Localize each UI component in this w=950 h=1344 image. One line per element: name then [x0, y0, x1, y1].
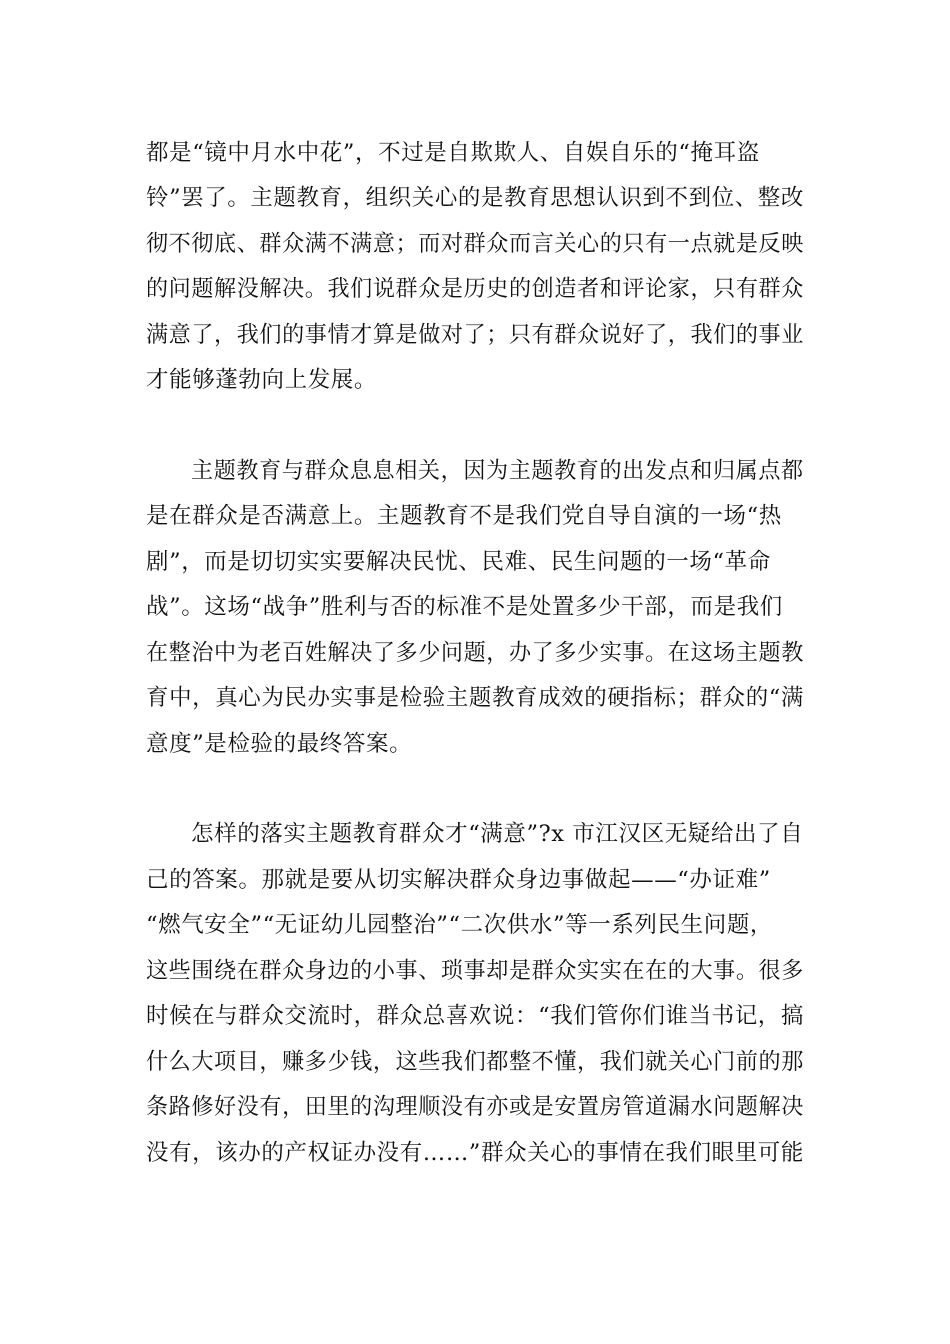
paragraph-2-line-1: 主题教育与群众息息相关，因为主题教育的出发点和归属点都	[191, 458, 804, 484]
paragraph-1-line-1: 都是“镜中月水中花”，不过是自欺欺人、自娱自乐的“掩耳盗	[146, 140, 760, 166]
paragraph-3-line-2: 己的答案。那就是要从切实解决群众身边事做起——“办证难”	[146, 867, 771, 893]
paragraph-3-line-7: 条路修好没有，田里的沟理顺没有亦或是安置房管道漏水问题解决	[146, 1094, 804, 1120]
paragraph-3-line-1: 怎样的落实主题教育群众才“满意”?x 市江汉区无疑给出了自	[191, 821, 804, 847]
paragraph-1-line-5: 满意了，我们的事情才算是做对了；只有群众说好了，我们的事业	[146, 322, 804, 348]
paragraph-2-line-6: 育中，真心为民办实事是检验主题教育成效的硬指标；群众的“满	[146, 685, 804, 711]
paragraph-2-line-3: 剧”，而是切切实实要解决民忧、民难、民生问题的一场“革命	[146, 549, 771, 575]
paragraph-1-line-6: 才能够蓬勃向上发展。	[146, 367, 378, 393]
paragraph-2-line-7: 意度”是检验的最终答案。	[146, 731, 413, 757]
paragraph-3-line-6: 什么大项目，赚多少钱，这些我们都整不懂，我们就关心门前的那	[146, 1049, 804, 1075]
paragraph-3-line-4: 这些围绕在群众身边的小事、琐事却是群众实实在在的大事。很多	[146, 958, 804, 984]
paragraph-1-line-2: 铃”罢了。主题教育，组织关心的是教育思想认识到不到位、整改	[146, 185, 804, 211]
paragraph-2-line-5: 在整治中为老百姓解决了多少问题，办了多少实事。在这场主题教	[146, 640, 804, 666]
paragraph-2-line-4: 战”。这场“战争”胜利与否的标准不是处置多少干部，而是我们	[146, 594, 783, 620]
paragraph-3-line-3: “燃气安全”“无证幼儿园整治”“二次供水”等一系列民生问题，	[146, 912, 774, 938]
paragraph-1-line-4: 的问题解没解决。我们说群众是历史的创造者和评论家，只有群众	[146, 276, 804, 302]
paragraph-1-line-3: 彻不彻底、群众满不满意；而对群众而言关心的只有一点就是反映	[146, 231, 804, 257]
paragraph-3-line-8: 没有，该办的产权证办没有……”群众关心的事情在我们眼里可能	[146, 1140, 804, 1166]
paragraph-3-line-5: 时候在与群众交流时，群众总喜欢说：“我们管你们谁当书记，搞	[146, 1003, 804, 1029]
paragraph-2-line-2: 是在群众是否满意上。主题教育不是我们党自导自演的一场“热	[146, 503, 782, 529]
